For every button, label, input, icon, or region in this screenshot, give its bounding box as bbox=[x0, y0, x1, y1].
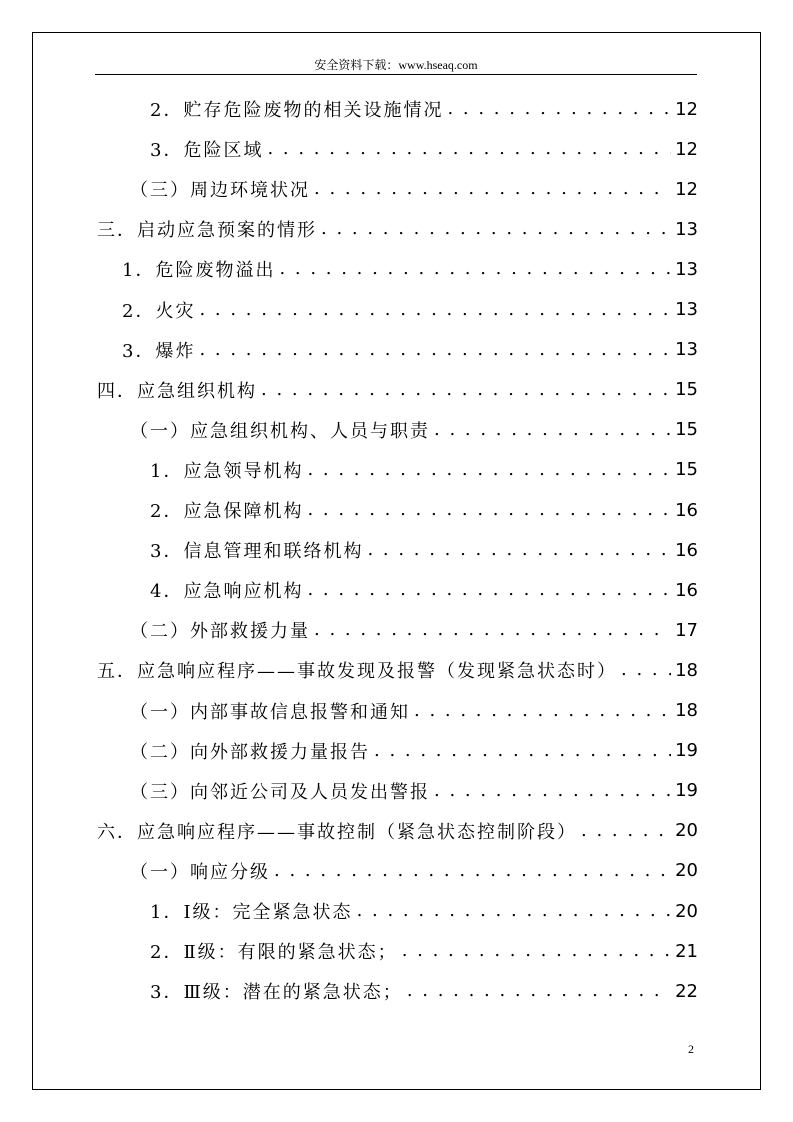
toc-entry-page: 18 bbox=[675, 700, 698, 721]
toc-entry-page: 19 bbox=[675, 740, 698, 762]
toc-dot-leader bbox=[274, 858, 671, 884]
toc-entry[interactable] bbox=[130, 617, 698, 643]
toc-entry-label: （三）周边环境状况 bbox=[130, 180, 310, 202]
toc-dot-leader bbox=[307, 577, 671, 603]
toc-dot-leader bbox=[307, 457, 671, 483]
toc-entry[interactable] bbox=[150, 537, 698, 563]
toc-entry-page: 13 bbox=[675, 339, 698, 361]
toc-entry[interactable] bbox=[150, 497, 698, 523]
toc-entry-label: 2．Ⅱ级：有限的紧急状态； bbox=[150, 942, 398, 964]
toc-entry[interactable] bbox=[150, 577, 698, 603]
toc-entry[interactable] bbox=[130, 417, 698, 443]
toc-dot-leader bbox=[367, 537, 671, 563]
toc-entry-label: （一）响应分级 bbox=[130, 861, 270, 883]
toc-dot-leader bbox=[402, 938, 671, 964]
toc-entry-label: 4．应急响应机构 bbox=[150, 581, 304, 603]
toc-entry[interactable] bbox=[97, 657, 698, 683]
toc-entry-page: 16 bbox=[675, 579, 698, 601]
toc-entry[interactable] bbox=[130, 176, 698, 202]
toc-entry-page: 21 bbox=[675, 940, 698, 962]
toc-dot-leader bbox=[374, 738, 671, 764]
page-header: 安全资料下载：www.hseaq.com bbox=[314, 58, 478, 72]
toc-dot-leader bbox=[199, 337, 671, 363]
toc-entry-label: （二）向外部救援力量报告 bbox=[130, 741, 370, 763]
toc-entry[interactable] bbox=[150, 457, 698, 483]
toc-entry-page: 16 bbox=[675, 539, 698, 561]
toc-entry-page: 12 bbox=[675, 138, 698, 160]
toc-entry[interactable] bbox=[97, 216, 698, 242]
toc-entry[interactable] bbox=[150, 938, 698, 964]
toc-entry-label: 2．贮存危险废物的相关设施情况 bbox=[150, 100, 444, 121]
toc-dot-leader bbox=[621, 657, 671, 683]
toc-entry-page: 12 bbox=[675, 178, 698, 200]
toc-entry-page: 20 bbox=[675, 860, 698, 882]
toc-entry-label: 3．危险区域 bbox=[150, 140, 264, 162]
toc-dot-leader bbox=[307, 497, 671, 523]
toc-entry-page: 16 bbox=[675, 499, 698, 521]
toc-dot-leader bbox=[261, 377, 671, 403]
toc-entry-label: （一）应急组织机构、人员与职责 bbox=[130, 420, 430, 442]
toc-entry-label: 2．火灾 bbox=[122, 300, 196, 322]
toc-entry-page: 18 bbox=[675, 659, 698, 681]
toc-entry[interactable] bbox=[150, 978, 698, 1004]
toc-entry-label: 1．危险废物溢出 bbox=[122, 260, 276, 282]
toc-entry[interactable] bbox=[130, 698, 698, 724]
page-number: 2 bbox=[688, 1042, 694, 1056]
toc-dot-leader bbox=[407, 978, 671, 1004]
toc-entry[interactable] bbox=[122, 337, 698, 363]
toc-entry[interactable] bbox=[97, 377, 698, 403]
toc-dot-leader bbox=[199, 297, 671, 323]
toc-dot-leader bbox=[321, 216, 671, 242]
toc-entry[interactable] bbox=[97, 818, 698, 844]
toc-entry-label: 1．Ⅰ级：完全紧急状态 bbox=[150, 902, 353, 923]
toc-dot-leader bbox=[447, 96, 671, 122]
toc-entry[interactable] bbox=[130, 858, 698, 884]
toc-entry-label: 3．爆炸 bbox=[122, 340, 196, 362]
toc-dot-leader bbox=[357, 898, 672, 924]
toc-entry[interactable] bbox=[122, 256, 698, 282]
toc-entry[interactable] bbox=[130, 778, 698, 804]
toc-dot-leader bbox=[434, 417, 671, 443]
toc-entry-page: 15 bbox=[675, 379, 698, 401]
toc-dot-leader bbox=[414, 698, 671, 724]
toc-entry-page: 17 bbox=[675, 619, 698, 641]
toc-entry-label: 3．信息管理和联络机构 bbox=[150, 541, 364, 563]
toc-entry-page: 20 bbox=[675, 900, 698, 922]
toc-entry-page: 13 bbox=[675, 299, 698, 320]
toc-entry-page: 13 bbox=[675, 258, 698, 280]
toc-entry-page: 22 bbox=[675, 980, 698, 1002]
toc-entry-label: （一）内部事故信息报警和通知 bbox=[130, 701, 410, 723]
toc-entry-label: （二）外部救援力量 bbox=[130, 621, 310, 643]
toc-dot-leader bbox=[314, 617, 671, 643]
toc-entry-page: 15 bbox=[675, 459, 698, 481]
toc-entry-page: 19 bbox=[675, 780, 698, 802]
toc-entry-label: 三．启动应急预案的情形 bbox=[97, 220, 317, 242]
toc-entry-page: 13 bbox=[675, 218, 698, 240]
toc-dot-leader bbox=[314, 176, 671, 202]
toc-entry-page: 20 bbox=[675, 820, 698, 842]
toc-entry-label: 四．应急组织机构 bbox=[97, 380, 257, 402]
toc-entry[interactable] bbox=[122, 297, 698, 323]
toc-dot-leader bbox=[279, 256, 671, 282]
toc-entry[interactable] bbox=[130, 738, 698, 764]
toc-entry-page: 15 bbox=[675, 419, 698, 441]
toc-entry-page: 12 bbox=[675, 98, 698, 120]
toc-dot-leader bbox=[434, 778, 671, 804]
toc-dot-leader bbox=[581, 818, 671, 844]
toc-dot-leader bbox=[267, 136, 671, 162]
toc-entry[interactable] bbox=[150, 898, 698, 924]
toc-entry-label: 五．应急响应程序——事故发现及报警（发现紧急状态时） bbox=[97, 661, 617, 683]
toc-entry-label: （三）向邻近公司及人员发出警报 bbox=[130, 781, 430, 803]
toc-entry-label: 2．应急保障机构 bbox=[150, 501, 304, 522]
toc-entry[interactable] bbox=[150, 136, 698, 162]
toc-entry-label: 3．Ⅲ级：潜在的紧急状态； bbox=[150, 982, 403, 1004]
toc-entry[interactable] bbox=[150, 96, 698, 122]
toc-entry-label: 1．应急领导机构 bbox=[150, 460, 304, 482]
toc-entry-label: 六．应急响应程序——事故控制（紧急状态控制阶段） bbox=[97, 821, 577, 843]
